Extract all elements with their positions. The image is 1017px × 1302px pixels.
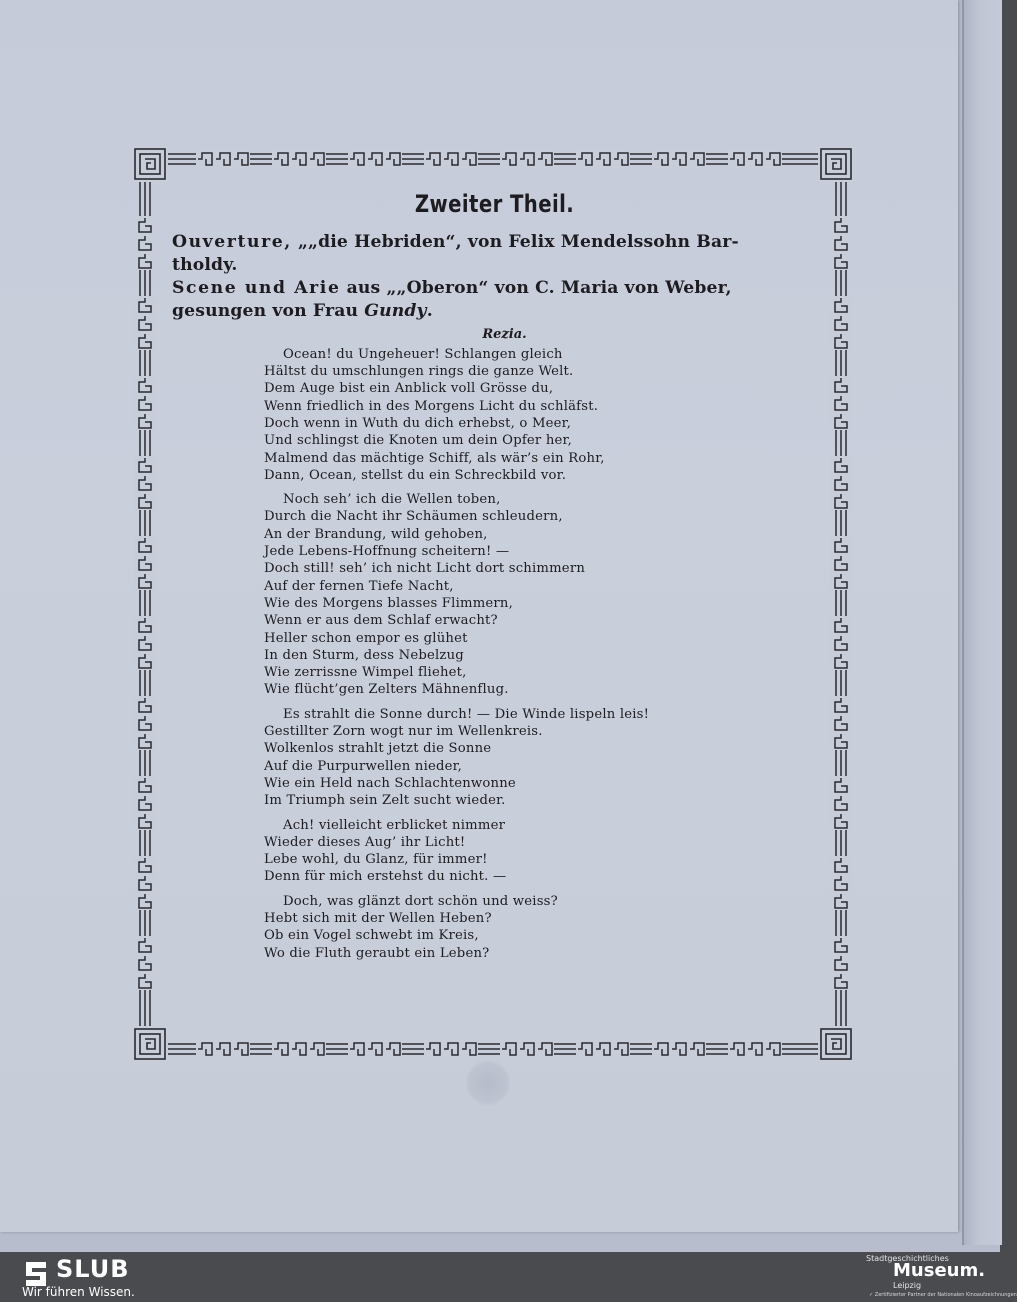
museum-prefix: Stadtgeschichtliches xyxy=(866,1254,949,1263)
slub-tagline: Wir führen Wissen. xyxy=(22,1285,135,1299)
verse-line: Doch wenn in Wuth du dich erhebst, o Meer, xyxy=(264,415,572,431)
verse-line: Wolkenlos strahlt jetzt die Sonne xyxy=(264,741,492,757)
program-item-text: aus „„Oberon“ von C. Maria von Weber, xyxy=(340,277,732,298)
verse-line: Doch still! seh’ ich nicht Licht dort schimmern xyxy=(264,561,586,577)
singer-suffix: . xyxy=(426,300,433,321)
verse-line: Ob ein Vogel schwebt im Kreis, xyxy=(264,928,479,944)
verse-line: Dann, Ocean, stellst du ein Schreckbild vor. xyxy=(264,467,567,483)
verse-line: Wie ein Held nach Schlachtenwonne xyxy=(264,775,516,791)
program-item-scene-aria xyxy=(172,277,817,323)
verse-line: Ocean! du Ungeheuer! Schlangen gleich xyxy=(283,346,563,362)
stanza-1 xyxy=(264,346,817,484)
program-item-continuation xyxy=(172,300,817,323)
verse-line: Wenn friedlich in des Morgens Licht du schläfst. xyxy=(264,398,599,414)
verse-line: Auf die Purpurwellen nieder, xyxy=(264,758,463,774)
verse-line: Hältst du umschlungen rings die ganze Welt. xyxy=(264,364,574,380)
stanza-5 xyxy=(264,893,817,962)
museum-note: ✓ Zertifizierter Partner der Nationalen Kinoaufzeichnungen xyxy=(869,1292,1017,1298)
program-item-continuation: tholdy. xyxy=(172,254,238,275)
verse-line: Auf der fernen Tiefe Nacht, xyxy=(264,578,454,594)
verse-line: Dem Auge bist ein Anblick voll Grösse du, xyxy=(264,381,554,397)
verse-line: Im Triumph sein Zelt sucht wieder. xyxy=(264,793,506,809)
stanza-2 xyxy=(264,491,817,699)
program-text xyxy=(172,190,817,969)
stanza-3 xyxy=(264,706,817,810)
verse-line: Jede Lebens-Hoffnung scheitern! — xyxy=(264,544,510,560)
verse-line: Hebt sich mit der Wellen Heben? xyxy=(264,911,492,926)
singer-prefix: gesungen von Frau xyxy=(172,300,365,321)
slub-name[interactable]: SLUB xyxy=(56,1255,130,1283)
verse-line: Doch, was glänzt dort schön und weiss? xyxy=(283,893,558,909)
verse-line: Gestillter Zorn wogt nur im Wellenkreis. xyxy=(264,724,543,740)
verse-line: Wenn er aus dem Schlaf erwacht? xyxy=(264,613,498,629)
verse-line: Ach! vielleicht erblicket nimmer xyxy=(283,817,506,833)
program-item-lead: Scene und Arie xyxy=(172,277,341,298)
program-item-lead: Ouverture, xyxy=(172,231,292,252)
verse-line: Noch seh’ ich die Wellen toben, xyxy=(283,492,501,508)
verse-line: Und schlingst die Knoten um dein Opfer her, xyxy=(264,433,572,449)
museum-name[interactable]: Museum. xyxy=(893,1260,986,1281)
museum-city: Leipzig xyxy=(893,1281,922,1290)
verse-line: Lebe wohl, du Glanz, für immer! xyxy=(264,852,488,868)
verse-line: Durch die Nacht ihr Schäumen schleudern, xyxy=(264,509,563,525)
stanza-4 xyxy=(264,817,817,886)
verse-line: Wieder dieses Aug’ ihr Licht! xyxy=(264,834,466,850)
verse-line: Wie flücht’gen Zelters Mähnenflug. xyxy=(264,682,509,698)
verse-line: Malmend das mächtige Schiff, als wär’s ein Rohr, xyxy=(264,450,605,466)
verse-line: Es strahlt die Sonne durch! — Die Winde lispeln leis! xyxy=(283,706,650,722)
part-title: Zweiter Theil. xyxy=(414,190,575,218)
verse-line: Heller schon empor es glühet xyxy=(264,630,468,646)
adjacent-page-edge xyxy=(962,0,1002,1245)
program-item-text: „„die Hebriden“, von Felix Mendelssohn Bar- xyxy=(291,231,739,252)
slub-logo-icon xyxy=(22,1260,50,1288)
verse-line: Wie zerrissne Wimpel fliehet, xyxy=(264,665,467,681)
verse-line: Denn für mich erstehst du nicht. — xyxy=(264,869,507,885)
verse-line: Wie des Morgens blasses Flimmern, xyxy=(264,595,513,611)
verse-line: Wo die Fluth geraubt ein Leben? xyxy=(264,945,490,961)
verse-line: In den Sturm, dess Nebelzug xyxy=(264,647,464,663)
role-heading: Rezia. xyxy=(482,326,527,342)
library-stamp xyxy=(465,1060,511,1106)
verse-line: An der Brandung, wild gehoben, xyxy=(264,526,488,542)
viewer-footer xyxy=(0,1252,1017,1302)
program-item-overture xyxy=(172,231,817,277)
singer-name: Gundy xyxy=(364,300,427,321)
